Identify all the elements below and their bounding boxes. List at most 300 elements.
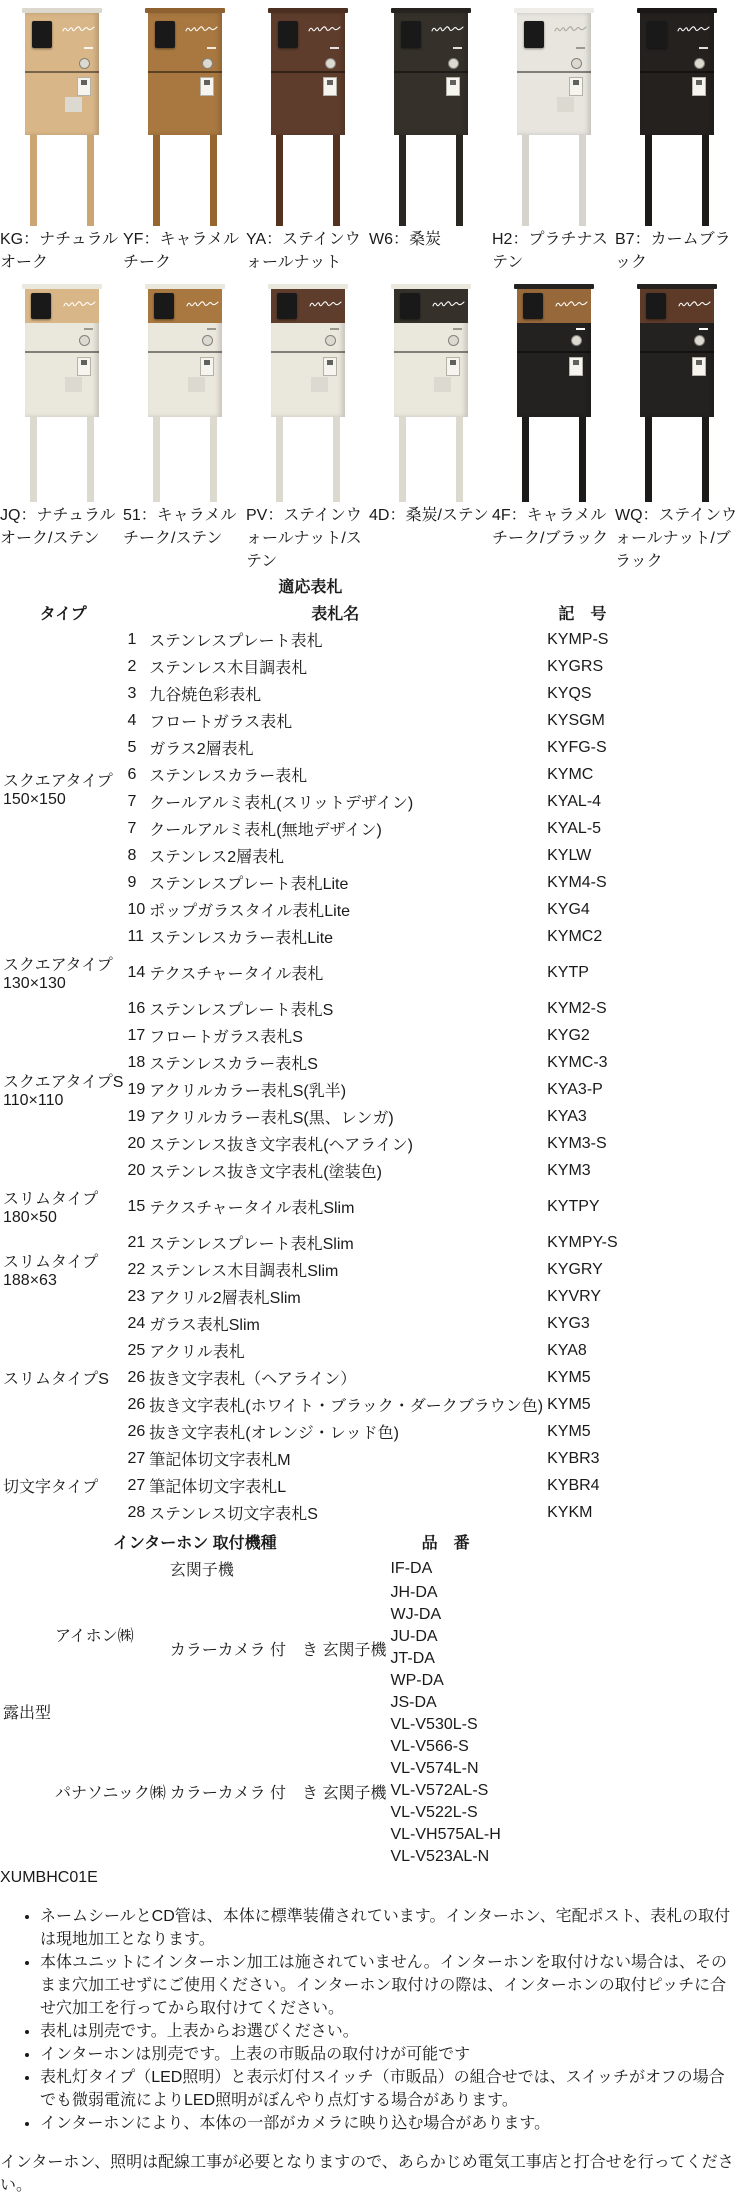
nameplate-code: KYTPY [547,1197,600,1215]
post-panel [148,289,222,417]
nameplate-name: ガラス表札Slim [149,1317,260,1334]
intercom-column [0,1527,740,2195]
intercom-unit [647,21,667,48]
dial-lock [557,377,574,392]
product-W6 [369,8,492,272]
intercom-unit [31,293,51,319]
brand-script-logo [678,299,711,309]
nameplate-code: KYM3-S [547,1134,607,1152]
type-name: スリムタイプ [3,1191,99,1208]
row-number: 3 [127,684,137,702]
post-panel [25,289,99,417]
mail-slot [394,351,468,353]
post-leg-right [456,417,463,502]
nameplate-name: ステンレス木目調表札 [149,660,308,677]
product-4F [492,284,615,571]
brand-script-logo [63,299,96,309]
post-accent-panel [517,289,591,323]
nameplate-code: KYBR3 [547,1449,600,1467]
sticker-mark [327,80,333,85]
nameplate-code: KYAL-5 [547,819,602,837]
card-slot-mark [453,47,462,49]
caution-sticker [569,357,583,376]
nameplate-name: ステンレス抜き文字表札(ヘアライン) [149,1137,413,1154]
sticker-mark [696,80,702,85]
nameplate-name: ステンレス2層表札 [149,849,285,866]
latch-knob [448,58,459,69]
card-slot-mark [330,47,339,49]
mail-slot [394,71,468,73]
color-code-label: 4D：桑炭/ステン [369,507,489,524]
nameplate-code: KYMC [547,765,594,783]
intercom-unit [401,21,421,48]
nameplate-name: ガラス2層表札 [149,741,254,758]
nameplate-name: ステンレス切文字表札S [149,1506,318,1523]
intercom-table-title: インターホン 取付機種 [112,1535,277,1552]
color-code-label: B7：カームブラック [615,231,731,271]
nameplate-code: KYM5 [547,1395,591,1413]
caution-sticker [323,357,337,376]
bottom-section [0,571,740,2195]
mailbox-post-unit [394,284,468,502]
row-number: 4 [127,711,137,729]
brand-script-logo [62,24,95,34]
product-JQ [0,284,123,571]
nameplate-name: テクスチャータイル表札 [149,966,324,983]
color-code-label: YF：キャラメルチーク [123,231,239,271]
latch-knob [448,335,459,346]
post-panel [517,289,591,417]
nameplate-code: KYM2-S [547,999,607,1017]
nameplate-name: ポップガラスタイル表札Lite [149,903,351,920]
nameplate-type-cell [2,627,124,949]
nameplate-name: クールアルミ表札(無地デザイン) [149,822,382,839]
type-name: スリムタイプ [3,1254,99,1271]
product-4D [369,284,492,571]
latch-knob [571,335,582,346]
intercom-unit [32,21,52,48]
type-size: 130×130 [3,975,66,992]
nameplate-code: KYLW [547,846,592,864]
post-panel [271,13,345,135]
nameplate-type-cell [2,1230,124,1309]
nameplate-code: KYSGM [547,711,605,729]
part-number: WJ-DA [390,1606,442,1623]
part-number: JS-DA [390,1694,437,1711]
nameplate-name: アクリルカラー表札S(黒、レンガ) [149,1110,394,1127]
type-name: スクエアタイプ [3,957,113,974]
card-slot-mark [84,47,93,49]
nameplate-name: ステンレスプレート表札Slim [149,1236,354,1253]
post-leg-right [210,417,217,502]
mail-slot [517,71,591,73]
note-item: • 表札灯タイプ（LED照明）と表示灯付スイッチ（市販品）の組合せでは、スイッチがオフの場合でも微弱電流によりLED照明がぼんやり点灯する場合があります。 [40,2064,740,2110]
row-number: 21 [127,1233,146,1251]
row-number: 2 [127,657,137,675]
row-number: 14 [127,963,146,981]
dial-lock [434,97,451,112]
part-number: VL-V572AL-S [390,1782,489,1799]
nameplate-code: KYFG-S [547,738,607,756]
nameplate-code: KYMP-S [547,630,609,648]
mail-slot [517,351,591,353]
nameplate-name: ステンレスカラー表札S [149,1056,318,1073]
caution-sticker [77,357,91,376]
post-panel [394,13,468,135]
nameplate-code: KYM3 [547,1161,591,1179]
intercom-unit [400,293,420,319]
brand-script-logo [432,299,465,309]
note-item: • インターホンにより、本体の一部がカメラに映り込む場合があります。 [40,2110,740,2133]
nameplate-code: KYBR4 [547,1476,600,1494]
type-name: スクエアタイプS [3,1074,124,1091]
type-size: 110×110 [3,1092,64,1109]
nameplate-code: KYMC-3 [547,1053,608,1071]
mail-slot [148,351,222,353]
nameplate-code: KYA3-P [547,1080,603,1098]
nameplate-name: フロートガラス表札S [149,1029,303,1046]
dial-lock [680,377,697,392]
product-WQ [615,284,738,571]
color-code-label: 4F：キャラメルチーク/ブラック [492,507,609,547]
post-panel [640,13,714,135]
nameplate-name: 九谷焼色彩表札 [149,687,262,704]
product-B7 [615,8,738,272]
nameplate-name: ステンレスプレート表札Lite [149,876,349,893]
intercom-unit [154,293,174,319]
post-leg-left [399,417,406,502]
type-name: 切文字タイプ [3,1479,99,1496]
nameplate-code: KYA8 [547,1341,587,1359]
col-header-type: タイプ [39,606,87,623]
brand-script-logo [677,24,710,34]
card-slot-mark [84,328,93,330]
mail-slot [640,351,714,353]
sticker-mark [204,80,210,85]
mailbox-post-unit [640,284,714,502]
sticker-mark [450,360,456,365]
type-size: 188×63 [3,1272,57,1289]
maker-cell: アイホン㈱ [55,1628,134,1645]
nameplate-code: KYGRS [547,657,604,675]
caution-sticker [569,77,583,96]
nameplate-name: 抜き文字表札(オレンジ・レッド色) [149,1425,399,1442]
post-leg-left [522,417,529,502]
post-leg-right [579,135,586,226]
row-number: 19 [127,1080,146,1098]
nameplate-name: ステンレスプレート表札 [149,633,323,650]
caution-sticker [200,77,214,96]
type-size: 150×150 [3,790,66,808]
latch-knob [202,335,213,346]
sticker-mark [573,80,579,85]
dial-lock [680,97,697,112]
brand-script-logo [308,24,341,34]
latch-knob [79,58,90,69]
nameplate-type-cell [2,1446,124,1525]
col-header-part-number: 品 番 [421,1535,470,1552]
nameplate-code: KYKM [547,1503,593,1521]
latch-knob [79,335,90,346]
intercom-unit [278,21,298,48]
mailbox-post-unit [25,8,99,226]
nameplate-name: アクリル表札 [149,1344,245,1361]
part-number: VL-VH575AL-H [390,1826,501,1843]
nameplate-code: KYG2 [547,1026,590,1044]
nameplate-name: 抜き文字表札(ホワイト・ブラック・ダークブラウン色) [149,1398,544,1415]
row-number: 10 [127,900,146,918]
post-leg-left [645,135,652,226]
row-number: 22 [127,1260,146,1278]
nameplate-code: KYQS [547,684,592,702]
post-leg-left [153,417,160,502]
nameplate-row [2,627,619,652]
dial-lock [188,97,205,112]
post-leg-left [153,135,160,226]
row-number: 25 [127,1341,146,1359]
color-code-label: W6：桑炭 [369,231,442,248]
color-variations-row-1 [0,8,740,272]
part-number: JT-DA [390,1650,435,1667]
sticker-mark [81,80,87,85]
brand-script-logo [309,299,342,309]
nameplate-type-cell [2,1311,124,1444]
post-panel [394,289,468,417]
dial-lock [65,97,82,112]
intercom-table-body [2,1556,502,1867]
post-panel [517,13,591,135]
post-leg-left [399,135,406,226]
intercom-row [2,1715,502,1735]
row-number: 23 [127,1287,146,1305]
nameplate-code: KYG4 [547,900,590,918]
warning-text: インターホン、照明は配線工事が必要となりますので、あらかじめ電気工事店と打合せを行ってください。 [0,2154,734,2194]
color-code-label: 51：キャラメルチーク/ステン [123,507,237,547]
mail-slot [640,71,714,73]
nameplate-name: フロートガラス表札 [149,714,293,731]
notes-list [0,1903,740,2133]
color-code-label: YA：ステインウォールナット [246,231,361,271]
nameplate-name: ステンレス抜き文字表札(塗装色) [149,1164,382,1181]
post-accent-panel [640,289,714,323]
post-accent-panel [25,289,99,323]
nameplate-name: ステンレスプレート表札S [149,1002,334,1019]
row-number: 24 [127,1314,146,1332]
mailbox-post-unit [25,284,99,502]
nameplate-name: クールアルミ表札(スリットデザイン) [149,795,414,812]
post-leg-right [87,135,94,226]
nameplate-table-body [2,627,619,1525]
post-leg-right [456,135,463,226]
row-number: 26 [127,1422,146,1440]
post-leg-right [702,417,709,502]
mailbox-post-unit [148,8,222,226]
part-number: VL-V530L-S [390,1716,478,1733]
latch-knob [325,335,336,346]
row-number: 7 [127,792,137,810]
row-number: 18 [127,1053,146,1071]
row-number: 26 [127,1368,146,1386]
row-number: 27 [127,1449,146,1467]
post-leg-right [702,135,709,226]
mailbox-post-unit [394,8,468,226]
latch-knob [325,58,336,69]
mail-slot [25,351,99,353]
nameplate-name: 筆記体切文字表札M [149,1452,291,1469]
part-number: JH-DA [390,1584,438,1601]
mailbox-post-unit [640,8,714,226]
table-reference-code: XUMBHC01E [0,1869,98,1886]
row-number: 16 [127,999,146,1017]
sticker-mark [204,360,210,365]
row-number: 7 [127,819,137,837]
brand-script-logo [431,24,464,34]
nameplate-name: ステンレスカラー表札Lite [149,930,334,947]
note-item: • ネームシールとCD管は、本体に標準装備されています。インターホン、宅配ポスト、表札の取付は現地加工となります。 [40,1903,740,1949]
latch-knob [571,58,582,69]
sticker-mark [450,80,456,85]
nameplate-code: KYM5 [547,1422,591,1440]
nameplate-table-title: 適応表札 [278,579,343,596]
post-panel [271,289,345,417]
post-leg-left [522,135,529,226]
nameplate-row [2,1311,619,1336]
caution-sticker [692,77,706,96]
row-number: 28 [127,1503,146,1521]
intercom-unit [155,21,175,48]
caution-sticker [77,77,91,96]
color-code-label: KG：ナチュラルオーク [0,231,119,271]
latch-knob [202,58,213,69]
product-KG [0,8,123,272]
dial-lock [557,97,574,112]
note-item: • インターホンは別売です。上表の市販品の取付けが可能です [40,2041,740,2064]
sticker-mark [696,360,702,365]
type-name: スリムタイプS [3,1371,109,1388]
nameplate-code: KYM4-S [547,873,607,891]
nameplate-table-column [0,571,740,1527]
brand-script-logo [185,24,218,34]
caution-sticker [323,77,337,96]
mount-type-cell: 露出型 [3,1705,52,1722]
card-slot-mark [576,328,585,330]
intercom-unit [277,293,297,319]
row-number: 15 [127,1197,146,1215]
nameplate-code: KYMC2 [547,927,603,945]
post-panel [640,289,714,417]
sticker-mark [573,360,579,365]
post-leg-right [210,135,217,226]
brand-script-logo [554,24,587,34]
intercom-unit [523,293,543,319]
caution-sticker [446,77,460,96]
nameplate-name: テクスチャータイル表札Slim [149,1200,355,1217]
post-panel [25,13,99,135]
type-size: 180×50 [3,1209,57,1226]
mailbox-post-unit [271,284,345,502]
post-accent-panel [271,289,345,323]
mail-slot [271,71,345,73]
dial-lock [65,377,82,392]
nameplate-type-cell [2,951,124,994]
nameplate-name: アクリル2層表札Slim [149,1290,301,1307]
dial-lock [311,377,328,392]
post-leg-left [276,417,283,502]
nameplate-name: 筆記体切文字表札L [149,1479,287,1496]
nameplate-code: KYA3 [547,1107,587,1125]
card-slot-mark [699,328,708,330]
intercom-unit [646,293,666,319]
nameplate-name: ステンレスカラー表札 [149,768,308,785]
sticker-mark [81,360,87,365]
nameplate-row [2,951,619,994]
nameplate-code: KYG3 [547,1314,590,1332]
row-number: 27 [127,1476,146,1494]
color-code-label: WQ：ステインウォールナット/ブラック [615,507,738,570]
post-accent-panel [148,289,222,323]
sticker-mark [327,360,333,365]
post-leg-right [87,417,94,502]
row-number: 26 [127,1395,146,1413]
row-number: 17 [127,1026,146,1044]
part-number: VL-V574L-N [390,1760,479,1777]
row-number: 20 [127,1134,146,1152]
nameplate-name: アクリルカラー表札S(乳半) [149,1083,347,1100]
nameplate-code: KYVRY [547,1287,602,1305]
brand-script-logo [186,299,219,309]
nameplate-type-cell [2,996,124,1183]
col-header-code: 記 号 [558,606,607,623]
part-number: IF-DA [390,1559,433,1577]
product-51 [123,284,246,571]
caution-sticker [692,357,706,376]
post-leg-left [276,135,283,226]
post-accent-panel [394,289,468,323]
dial-lock [311,97,328,112]
row-number: 9 [127,873,137,891]
card-slot-mark [207,328,216,330]
post-leg-left [30,417,37,502]
row-number: 20 [127,1161,146,1179]
post-panel [148,13,222,135]
latch-knob [694,58,705,69]
device-type-cell: カラーカメラ 付 き 玄関子機 [169,1784,387,1802]
color-code-label: PV：ステインウォールナット/ステン [246,507,362,570]
product-YA [246,8,369,272]
latch-knob [694,335,705,346]
nameplate-row [2,1230,619,1255]
card-slot-mark [207,47,216,49]
post-leg-right [333,135,340,226]
part-number: JU-DA [390,1628,438,1645]
row-number: 1 [127,630,137,648]
mailbox-post-unit [517,284,591,502]
nameplate-table [0,571,621,1527]
part-number: WP-DA [390,1672,444,1689]
mailbox-post-unit [148,284,222,502]
product-H2 [492,8,615,272]
product-PV [246,284,369,571]
nameplate-code: KYTP [547,963,589,981]
card-slot-mark [699,47,708,49]
mailbox-post-unit [271,8,345,226]
dial-lock [434,377,451,392]
maker-cell: パナソニック㈱ [55,1784,166,1802]
product-YF [123,8,246,272]
post-leg-left [645,417,652,502]
nameplate-row [2,996,619,1021]
nameplate-code: KYAL-4 [547,792,602,810]
